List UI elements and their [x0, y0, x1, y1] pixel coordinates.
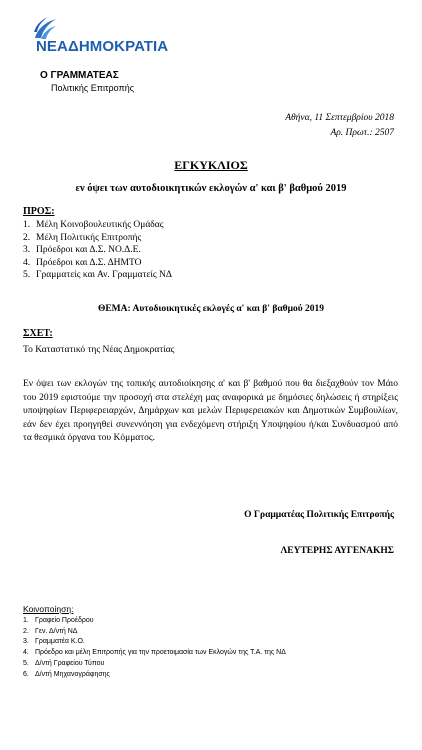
sender-block	[40, 70, 134, 93]
list-item: 4. Πρόεδρο και μέλη Επιτροπής για την προετοιμασία των Εκλογών της Τ.Α. της ΝΔ	[23, 649, 286, 657]
signature-role: Ο Γραμματέας Πολιτικής Επιτροπής	[244, 510, 394, 520]
cc-label: Κοινοποίηση:	[23, 604, 74, 614]
list-item: 1. Γραφείο Προέδρου	[23, 617, 94, 624]
list-item: 2. Γεν. Δ/ντή ΝΔ	[23, 627, 78, 635]
body-paragraph: Εν όψει των εκλογών της τοπικής αυτοδιοίκησης α' και β' βαθμού που θα διεξαχθούν τον Μάιο του 2019 εφιστούμε την προσοχή στα στελέχη μας αναφορικά με δημόσιες δηλώσεις ή στηρίξεις υποψηφίων Περιφερειαρχών, Δημάρχων και μελών Περιφερειακών και Δημοτικών Συμβουλίων, εάν δεν έχει προηγηθεί συνεννόηση για ενδεχόμενη στήριξη Υποψηφίου ή/και Συνδυασμού από τα θεσμικά όργανα του Κόμματος.	[23, 379, 398, 443]
cc-list	[23, 616, 286, 680]
reference-text: Το Καταστατικό της Νέας Δημοκρατίας	[23, 345, 175, 355]
document-subtitle: εν όψει των αυτοδιοικητικών εκλογών α' και β' βαθμού 2019	[75, 183, 347, 194]
signature-name: ΛΕΥΤΕΡΗΣ ΑΥΓΕΝΑΚΗΣ	[280, 546, 394, 556]
list-item: 4. Πρόεδροι και Δ.Σ. ΔΗΜΤΟ	[23, 257, 142, 268]
protocol-number: Αρ. Πρωτ.: 2507	[330, 128, 394, 138]
list-item: 3. Γραμματέα Κ.Ο.	[23, 638, 85, 646]
list-item: 2. Μέλη Πολιτικής Επιτροπής	[23, 232, 142, 243]
recipients-label: ΠΡΟΣ:	[23, 206, 55, 217]
subject-line: ΘΕΜΑ: Αυτοδιοικητικές εκλογές α' και β' βαθμού 2019	[97, 304, 325, 314]
list-item: 5. Γραμματείς και Αν. Γραμματείς ΝΔ	[23, 270, 173, 281]
list-item: 1. Μέλη Κοινοβουλευτικής Ομάδας	[23, 220, 164, 230]
logo-text: ΝΕΑΔΗΜΟΚΡΑΤΙΑ	[36, 38, 169, 55]
recipients-list	[23, 219, 172, 282]
sender-subtitle: Πολιτικής Επιτροπής	[51, 83, 135, 93]
list-item: 6. Δ/ντή Μηχανογράφησης	[23, 670, 110, 678]
reference-label: ΣΧΕΤ:	[23, 328, 53, 339]
list-item: 5. Δ/ντή Γραφείου Τύπου	[23, 659, 105, 667]
sender-title: Ο ΓΡΑΜΜΑΤΕΑΣ	[40, 70, 119, 81]
place-date: Αθήνα, 11 Σεπτεμβρίου 2018	[285, 113, 394, 123]
list-item: 3. Πρόεδροι και Δ.Σ. ΝΟ.Δ.Ε.	[23, 245, 141, 256]
document-title: ΕΓΚΥΚΛΙΟΣ	[174, 158, 248, 172]
date-block	[285, 111, 394, 141]
